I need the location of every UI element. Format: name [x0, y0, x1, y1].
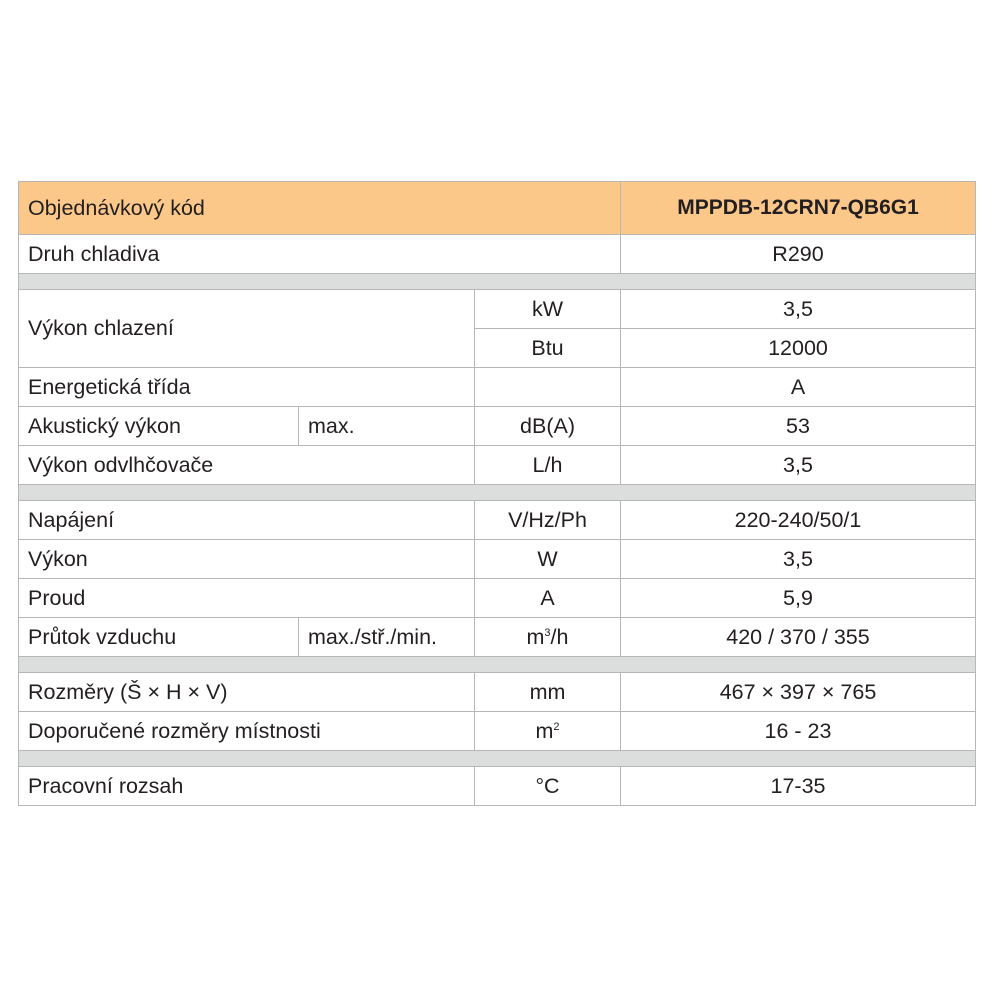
order-code-label: Objednávkový kód	[19, 182, 621, 235]
table-row	[19, 407, 976, 446]
airflow-mode: max./stř./min.	[299, 618, 475, 657]
room-size-value: 16 - 23	[621, 712, 976, 751]
separator	[19, 274, 976, 290]
airflow-unit-base: m	[526, 624, 545, 649]
room-size-unit-base: m	[535, 718, 554, 743]
table-row	[19, 618, 976, 657]
airflow-value: 420 / 370 / 355	[621, 618, 976, 657]
airflow-unit	[475, 618, 621, 657]
dimensions-unit: mm	[475, 673, 621, 712]
acoustic-mode: max.	[299, 407, 475, 446]
dehumidification-unit: L/h	[475, 446, 621, 485]
table-row	[19, 579, 976, 618]
table-row	[19, 767, 976, 806]
acoustic-unit: dB(A)	[475, 407, 621, 446]
power-supply-unit: V/Hz/Ph	[475, 501, 621, 540]
refrigerant-label: Druh chladiva	[19, 235, 621, 274]
current-value: 5,9	[621, 579, 976, 618]
separator-row	[19, 274, 976, 290]
current-unit: A	[475, 579, 621, 618]
dimensions-label: Rozměry (Š × H × V)	[19, 673, 475, 712]
separator	[19, 485, 976, 501]
spec-table	[18, 181, 976, 806]
operating-range-label: Pracovní rozsah	[19, 767, 475, 806]
energy-class-label: Energetická třída	[19, 368, 475, 407]
power-value: 3,5	[621, 540, 976, 579]
operating-range-value: 17-35	[621, 767, 976, 806]
table-row	[19, 368, 976, 407]
dehumidification-label: Výkon odvlhčovače	[19, 446, 475, 485]
dehumidification-value: 3,5	[621, 446, 976, 485]
airflow-unit-sup: 3	[544, 626, 551, 639]
acoustic-value: 53	[621, 407, 976, 446]
power-supply-label: Napájení	[19, 501, 475, 540]
table-row	[19, 501, 976, 540]
refrigerant-value: R290	[621, 235, 976, 274]
header-row	[19, 182, 976, 235]
separator-row	[19, 657, 976, 673]
dimensions-value: 467 × 397 × 765	[621, 673, 976, 712]
room-size-unit-sup: 2	[553, 720, 560, 733]
power-unit: W	[475, 540, 621, 579]
operating-range-unit: °C	[475, 767, 621, 806]
cooling-value: 3,5	[621, 290, 976, 329]
airflow-label: Průtok vzduchu	[19, 618, 299, 657]
room-size-unit	[475, 712, 621, 751]
power-supply-value: 220-240/50/1	[621, 501, 976, 540]
table-row	[19, 446, 976, 485]
table-row	[19, 673, 976, 712]
acoustic-label: Akustický výkon	[19, 407, 299, 446]
cooling-value: 12000	[621, 329, 976, 368]
energy-class-unit	[475, 368, 621, 407]
cooling-label: Výkon chlazení	[19, 290, 475, 368]
table-row	[19, 540, 976, 579]
separator	[19, 751, 976, 767]
cooling-unit: Btu	[475, 329, 621, 368]
table-row	[19, 290, 976, 329]
room-size-label: Doporučené rozměry místnosti	[19, 712, 475, 751]
table-row	[19, 235, 976, 274]
power-label: Výkon	[19, 540, 475, 579]
separator-row	[19, 751, 976, 767]
table-row	[19, 712, 976, 751]
airflow-unit-suffix: /h	[550, 624, 569, 649]
separator-row	[19, 485, 976, 501]
separator	[19, 657, 976, 673]
energy-class-value: A	[621, 368, 976, 407]
current-label: Proud	[19, 579, 475, 618]
cooling-unit: kW	[475, 290, 621, 329]
order-code-value: MPPDB-12CRN7-QB6G1	[621, 182, 976, 235]
